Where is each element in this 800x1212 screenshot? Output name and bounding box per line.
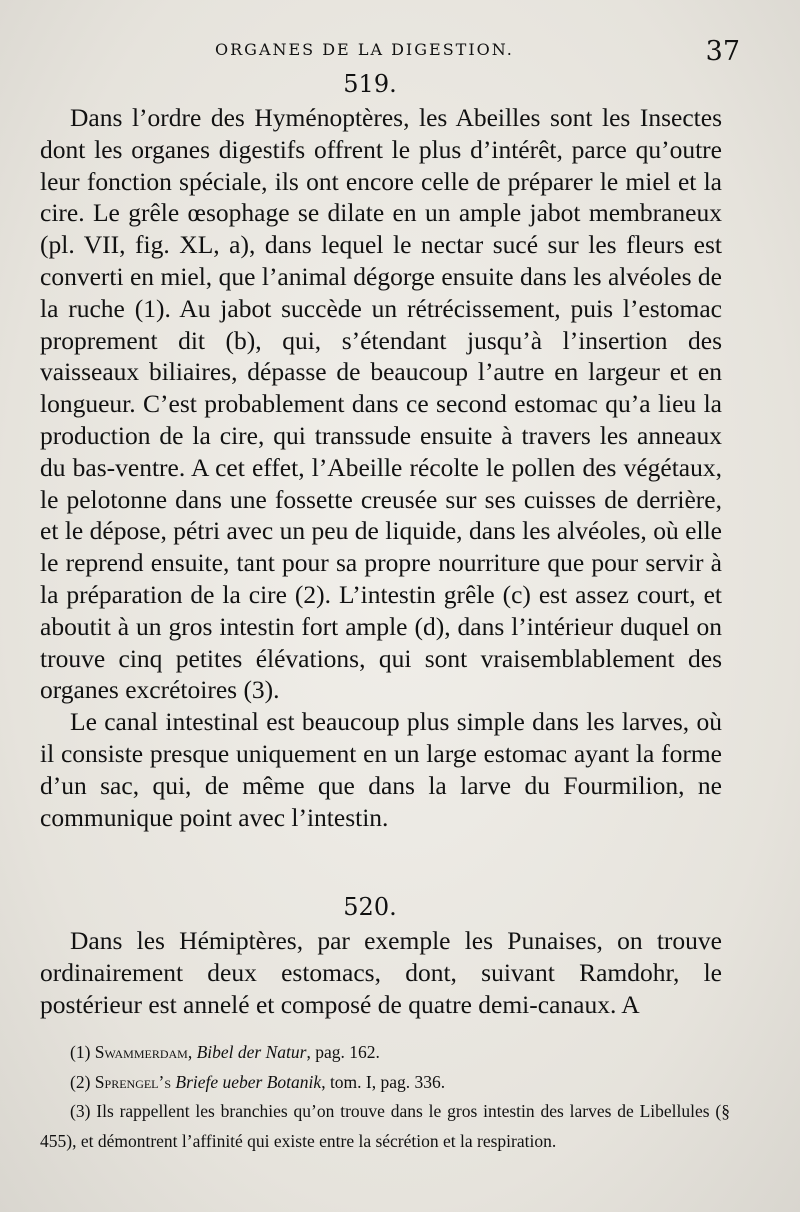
footnote: (1) Swammerdam, Bibel der Natur, pag. 162. bbox=[70, 1042, 380, 1062]
paragraph: Dans l’ordre des Hyménoptères, les Abeilles sont les Insectes dont les organes digestifs offrent le plus d’intérêt, parce qu’outre leur fonction spéciale, ils ont encore celle de préparer le miel et la cire. Le grêle œsophage se dilate en un ample jabot membraneux (pl. VII, fig. XL, a), dans lequel le nectar sucé sur les fleurs est converti en miel, que l’animal dégorge ensuite dans les alvéoles de la ruche (1). Au jabot succède un rétrécissement, puis l’estomac proprement dit (b), qui, s’étendant jusqu’à l’insertion des vaisseaux biliaires, dépasse de beaucoup l’autre en largeur et en longueur. C’est probablement dans ce second estomac qu’a lieu la production de la cire, qui transsude ensuite à travers les anneaux du bas-ventre. A cet effet, l’Abeille récolte le pollen des végétaux, le pelotonne dans une fossette creusée sur ses cuisses de derrière, et le dépose, pétri avec un peu de liquide, dans les alvéoles, où elle le reprend ensuite, tant pour sa propre nourriture que pour servir à la préparation de la cire (2). L’intestin grêle (c) est assez court, et aboutit à un gros intestin fort ample (d), dans l’intérieur duquel on trouve cinq petites élévations, qui sont vraisemblablement des organes excrétoires (3). bbox=[40, 103, 722, 705]
footnote-mark: (1) bbox=[70, 1042, 91, 1062]
section-519-body bbox=[40, 102, 722, 833]
footnote-ref: tom. I, pag. 336. bbox=[329, 1071, 446, 1092]
section-number: 520. bbox=[343, 893, 397, 921]
footnote-ref: pag. 162. bbox=[315, 1042, 380, 1062]
footnote-author: Sprengel’s bbox=[94, 1071, 172, 1092]
section-520-body bbox=[40, 925, 722, 1020]
footnote-work: Bibel der Natur bbox=[196, 1042, 307, 1062]
paragraph: Le canal intestinal est beaucoup plus simple dans les larves, où il consiste presque uniquement en un large estomac ayant la forme d’un sac, qui, de même que dans la larve du Fourmilion, ne communique point avec l’intestin. bbox=[40, 707, 722, 832]
section-number: 519. bbox=[343, 70, 397, 98]
footnote-mark: (2) bbox=[70, 1071, 91, 1092]
page-header bbox=[0, 36, 800, 70]
footnote bbox=[40, 1097, 730, 1156]
footnote-author: Swammerdam bbox=[94, 1042, 188, 1062]
footnote-text: Ils rappellent les branchies qu’on trouve dans le gros intestin des larves de Libellules (§ 455), et démontrent l’affinité qui existe entre la sécrétion et la respiration. bbox=[40, 1101, 730, 1151]
page-number: 37 bbox=[705, 36, 740, 67]
footnote: (2) Sprengel’s Briefe ueber Botanik, tom. I, pag. 336. bbox=[70, 1071, 446, 1092]
paragraph: Dans les Hémiptères, par exemple les Punaises, on trouve ordinairement deux estomacs, dont, suivant Ramdohr, le postérieur est annelé et composé de quatre demi-canaux. A bbox=[40, 926, 722, 1019]
footnote-work: Briefe ueber Botanik bbox=[175, 1071, 322, 1092]
footnote-mark: (3) bbox=[70, 1101, 91, 1121]
footnotes bbox=[40, 1038, 730, 1156]
running-title: ORGANES DE LA DIGESTION. bbox=[215, 40, 514, 59]
